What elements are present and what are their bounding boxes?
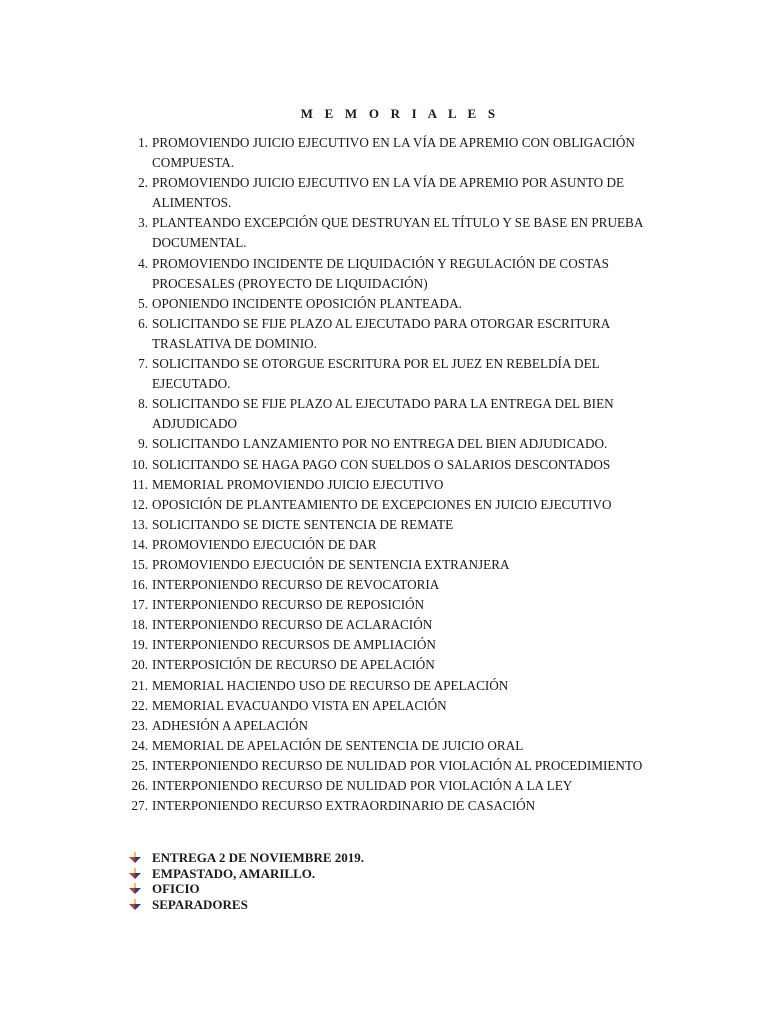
list-item	[118, 575, 678, 595]
list-item-number: 27.	[131, 798, 148, 814]
list-item-text: SOLICITANDO SE FIJE PLAZO AL EJECUTADO PARA OTORGAR ESCRITURA TRASLATIVA DE DOMINIO.	[152, 315, 610, 351]
list-item	[118, 173, 678, 213]
note-text: OFICIO	[152, 881, 200, 896]
list-item	[118, 635, 678, 655]
list-item	[118, 595, 678, 615]
note-text: SEPARADORES	[152, 896, 248, 912]
list-item	[118, 676, 678, 696]
list-item-number: 11.	[132, 476, 148, 492]
list-item-number: 26.	[131, 778, 148, 793]
list-item-number: 20.	[131, 657, 148, 673]
arrow-down-bullet-icon	[128, 868, 142, 880]
arrow-down-bullet-icon	[128, 852, 142, 864]
list-item	[118, 354, 678, 394]
list-item-number: 15.	[131, 556, 148, 572]
list-item-number: 19.	[131, 637, 148, 653]
list-item-text: PROMOVIENDO INCIDENTE DE LIQUIDACIÓN Y REGULACIÓN DE COSTAS PROCESALES (PROYECTO DE LIQUIDACIÓN)	[152, 255, 609, 291]
list-item-number: 18.	[131, 617, 148, 633]
list-item	[118, 254, 678, 294]
list-item	[118, 455, 678, 475]
list-item	[118, 555, 678, 575]
list-item-number: 10.	[131, 456, 148, 472]
list-item	[118, 294, 678, 314]
list-item-text: ADHESIÓN A APELACIÓN	[152, 717, 309, 733]
note-text: EMPASTADO, AMARILLO.	[152, 865, 316, 881]
list-item	[118, 475, 678, 495]
list-item-number: 16.	[131, 577, 148, 593]
list-item-number: 4.	[138, 255, 148, 271]
note-text: ENTREGA 2 DE NOVIEMBRE 2019.	[152, 850, 364, 865]
list-item-number: 13.	[131, 516, 148, 532]
list-item-text: MEMORIAL PROMOVIENDO JUICIO EJECUTIVO	[152, 476, 444, 492]
list-item	[118, 394, 678, 434]
list-item-text: SOLICITANDO SE DICTE SENTENCIA DE REMATE	[152, 516, 454, 532]
list-item	[118, 495, 678, 515]
list-item-text: PROMOVIENDO JUICIO EJECUTIVO EN LA VÍA DE APREMIO CON OBLIGACIÓN COMPUESTA.	[152, 135, 635, 171]
list-item	[118, 756, 678, 776]
list-item-text: INTERPONIENDO RECURSO DE ACLARACIÓN	[152, 617, 433, 633]
note-item	[128, 897, 364, 913]
list-item-text: MEMORIAL DE APELACIÓN DE SENTENCIA DE JUICIO ORAL	[152, 737, 524, 753]
list-item	[118, 716, 678, 736]
list-item	[118, 314, 678, 354]
list-item	[118, 535, 678, 555]
list-item	[118, 736, 678, 756]
list-item	[118, 655, 678, 675]
list-item	[118, 696, 678, 716]
list-item-text: OPOSICIÓN DE PLANTEAMIENTO DE EXCEPCIONES EN JUICIO EJECUTIVO	[152, 496, 612, 512]
list-item-text: INTERPONIENDO RECURSO DE REVOCATORIA	[152, 577, 440, 593]
list-item	[118, 434, 678, 454]
note-item	[128, 881, 364, 897]
list-item-text: SOLICITANDO SE HAGA PAGO CON SUELDOS O SALARIOS DESCONTADOS	[152, 456, 611, 472]
list-item-text: INTERPONIENDO RECURSO DE NULIDAD POR VIOLACIÓN AL PROCEDIMIENTO	[152, 757, 643, 773]
list-item-number: 7.	[138, 356, 148, 372]
list-item	[118, 615, 678, 635]
list-item	[118, 515, 678, 535]
list-item-number: 17.	[131, 597, 148, 613]
note-item	[128, 866, 364, 882]
list-item	[118, 213, 678, 253]
list-item-number: 14.	[131, 536, 148, 552]
list-item-number: 6.	[138, 315, 148, 331]
list-item-text: INTERPONIENDO RECURSO EXTRAORDINARIO DE CASACIÓN	[152, 798, 536, 814]
list-item-text: PROMOVIENDO EJECUCIÓN DE DAR	[152, 536, 377, 552]
list-item-text: SOLICITANDO SE OTORGUE ESCRITURA POR EL JUEZ EN REBELDÍA DEL EJECUTADO.	[152, 356, 600, 392]
list-item-text: INTERPONIENDO RECURSO DE REPOSICIÓN	[152, 597, 425, 613]
arrow-down-bullet-icon	[128, 883, 142, 895]
list-item-text: PROMOVIENDO EJECUCIÓN DE SENTENCIA EXTRANJERA	[152, 556, 510, 572]
memoriales-list	[118, 133, 678, 816]
list-item	[118, 776, 678, 796]
page-title: M E M O R I A L E S	[300, 106, 500, 121]
list-item-number: 8.	[138, 396, 148, 412]
list-item-number: 21.	[131, 677, 148, 693]
notes-list	[128, 850, 364, 912]
list-item-number: 1.	[138, 135, 148, 150]
arrow-down-bullet-icon	[128, 899, 142, 911]
list-item-number: 23.	[131, 717, 148, 733]
note-item	[128, 850, 364, 866]
list-item-text: MEMORIAL EVACUANDO VISTA EN APELACIÓN	[152, 697, 447, 713]
list-item-text: MEMORIAL HACIENDO USO DE RECURSO DE APELACIÓN	[152, 677, 509, 693]
list-item-text: INTERPONIENDO RECURSOS DE AMPLIACIÓN	[152, 637, 436, 653]
list-item-text: SOLICITANDO SE FIJE PLAZO AL EJECUTADO PARA LA ENTREGA DEL BIEN ADJUDICADO	[152, 396, 614, 432]
list-item	[118, 796, 678, 816]
list-item-number: 12.	[131, 496, 148, 512]
list-item-number: 22.	[131, 697, 148, 713]
list-item-text: INTERPOSICIÓN DE RECURSO DE APELACIÓN	[152, 657, 435, 673]
list-item-number: 24.	[131, 737, 148, 753]
list-item-number: 3.	[138, 215, 148, 231]
list-item-number: 9.	[138, 436, 148, 452]
list-item-number: 5.	[138, 295, 148, 311]
list-item-text: INTERPONIENDO RECURSO DE NULIDAD POR VIOLACIÓN A LA LEY	[152, 778, 573, 793]
list-item-number: 2.	[138, 175, 148, 191]
list-item-text: SOLICITANDO LANZAMIENTO POR NO ENTREGA DEL BIEN ADJUDICADO.	[152, 436, 608, 452]
list-item-text: PROMOVIENDO JUICIO EJECUTIVO EN LA VÍA DE APREMIO POR ASUNTO DE ALIMENTOS.	[152, 175, 625, 211]
list-item-number: 25.	[131, 757, 148, 773]
list-item-text: OPONIENDO INCIDENTE OPOSICIÓN PLANTEADA.	[152, 295, 462, 311]
list-item-text: PLANTEANDO EXCEPCIÓN QUE DESTRUYAN EL TÍTULO Y SE BASE EN PRUEBA DOCUMENTAL.	[152, 215, 643, 251]
list-item	[118, 133, 678, 173]
